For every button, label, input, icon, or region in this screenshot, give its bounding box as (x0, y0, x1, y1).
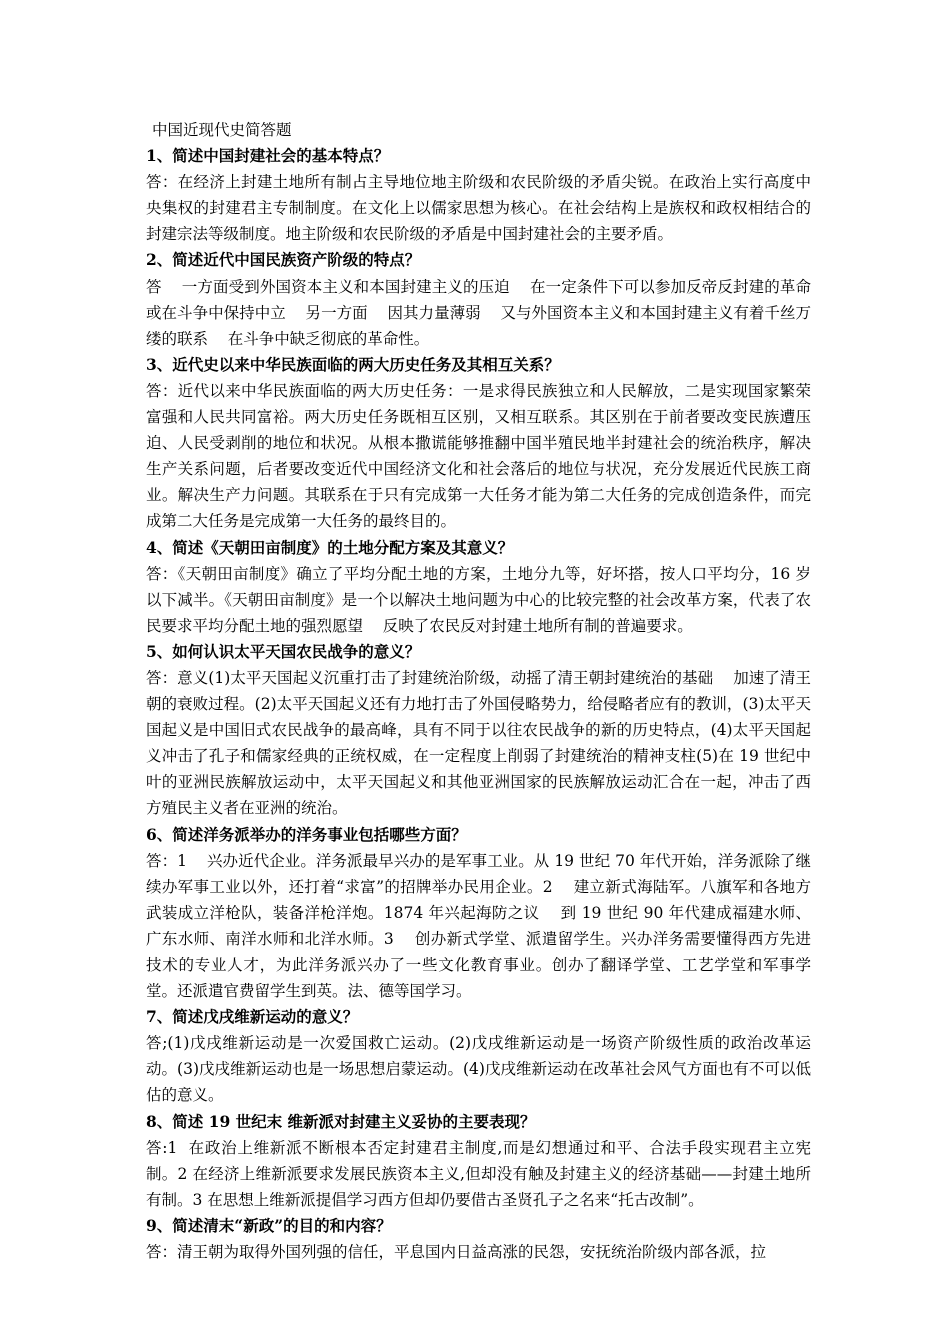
answer-1: 答：在经济上封建土地所有制占主导地位地主阶级和农民阶级的矛盾尖锐。在政治上实行高度中央集权的封建君主专制制度。在文化上以儒家思想为核心。在社会结构上是族权和政权相结合的封建宗法等级制度。地主阶级和农民阶级的矛盾是中国封建社会的主要矛盾。 (146, 173, 811, 244)
answer-9: 答：清王朝为取得外国列强的信任，平息国内日益高涨的民怨，安抚统治阶级内部各派，拉 (146, 1243, 767, 1262)
qa-item-3 (146, 352, 811, 535)
qa-item-4 (146, 535, 811, 639)
answer-4: 答：《天朝田亩制度》确立了平均分配土地的方案，土地分九等，好坏搭，按人口平均分，16 岁以下减半。《天朝田亩制度》是一个以解决土地问题为中心的比较完整的社会改革方案，代表了农民要求平均分配土地的强烈愿望 反映了农民反对封建土地所有制的普遍要求。 (146, 564, 811, 635)
question-2: 2、简述近代中国民族资产阶级的特点？ (146, 250, 421, 270)
question-6: 6、简述洋务派举办的洋务事业包括哪些方面？ (146, 824, 467, 844)
question-5: 5、如何认识太平天国农民战争的意义？ (146, 641, 421, 661)
answer-8: 答:1 在政治上维新派不断根本否定封建君主制度,而是幻想通过和平、合法手段实现君主立宪制。2 在经济上维新派要求发展民族资本主义,但却没有触及封建主义的经济基础——封建土地所有制。3 在思想上维新派提倡学习西方但却仍要借古圣贤孔子之名来“托古改制”。 (146, 1138, 811, 1209)
question-8: 8、简述 19 世纪末 维新派对封建主义妥协的主要表现？ (146, 1111, 536, 1131)
answer-6: 答：1 兴办近代企业。洋务派最早兴办的是军事工业。从 19 世纪 70 年代开始，洋务派除了继续办军事工业以外，还打着“求富”的招牌举办民用企业。2 建立新式海陆军。八旗军和各地方武装成立洋枪队，装备洋枪洋炮。1874 年兴起海防之议 到 19 世纪 90 年代建成福建水师、广东水师、南洋水师和北洋水师。3 创办新式学堂、派遣留学生。兴办洋务需要懂得西方先进技术的专业人才，为此洋务派兴办了一些文化教育事业。创办了翻译学堂、工艺学堂和军事学堂。还派遣官费留学生到英。法、德等国学习。 (146, 851, 811, 1001)
question-1: 1、简述中国封建社会的基本特点？ (146, 146, 390, 166)
document-title: 中国近现代史简答题 (152, 121, 292, 139)
qa-item-5 (146, 639, 811, 822)
question-7: 7、简述戊戌维新运动的意义？ (146, 1007, 359, 1027)
answer-7: 答;(1)戊戌维新运动是一次爱国救亡运动。(2)戊戌维新运动是一场资产阶级性质的政治改革运动。(3)戊戌维新运动也是一场思想启蒙运动。(4)戊戌维新运动在改革社会风气方面也有不可以低估的意义。 (146, 1034, 811, 1105)
answer-2: 答 一方面受到外国资本主义和本国封建主义的压迫 在一定条件下可以参加反帝反封建的革命或在斗争中保持中立 另一方面 因其力量薄弱 又与外国资本主义和本国封建主义有着千丝万缕的联系 在斗争中缺乏彻底的革命性。 (146, 277, 811, 348)
qa-item-6 (146, 822, 811, 1005)
qa-item-7 (146, 1004, 811, 1108)
answer-5: 答：意义(1)太平天国起义沉重打击了封建统治阶级，动摇了清王朝封建统治的基础 加速了清王朝的衰败过程。(2)太平天国起义还有力地打击了外国侵略势力，给侵略者应有的教训，(3)太平天国起义是中国旧式农民战争的最高峰，具有不同于以往农民战争的新的历史特点，(4)太平天国起义冲击了孔子和儒家经典的正统权威，在一定程度上削弱了封建统治的精神支柱(5)在 19 世纪中叶的亚洲民族解放运动中，太平天国起义和其他亚洲国家的民族解放运动汇合在一起，冲击了西方殖民主义者在亚洲的统治。 (146, 668, 811, 818)
qa-item-9 (146, 1213, 811, 1265)
question-9: 9、简述清末“新政”的目的和内容？ (146, 1215, 392, 1235)
question-4: 4、简述《天朝田亩制度》的土地分配方案及其意义？ (146, 537, 514, 557)
qa-item-8 (146, 1109, 811, 1213)
question-3: 3、近代史以来中华民族面临的两大历史任务及其相互关系？ (146, 354, 560, 374)
qa-item-2 (146, 247, 811, 351)
answer-3: 答：近代以来中华民族面临的两大历史任务：一是求得民族独立和人民解放，二是实现国家繁荣富强和人民共同富裕。两大历史任务既相互区别，又相互联系。其区别在于前者要改变民族遭压迫、人民受剥削的地位和状况。从根本撒谎能够推翻中国半殖民地半封建社会的统治秩序，解决生产关系问题，后者要改变近代中国经济文化和社会落后的地位与状况，充分发展近代民族工商业。解决生产力问题。其联系在于只有完成第一大任务才能为第二大任务的完成创造条件，而完成第二大任务是完成第一大任务的最终目的。 (146, 381, 811, 531)
qa-item-1 (146, 143, 811, 247)
document-body (146, 117, 811, 1265)
